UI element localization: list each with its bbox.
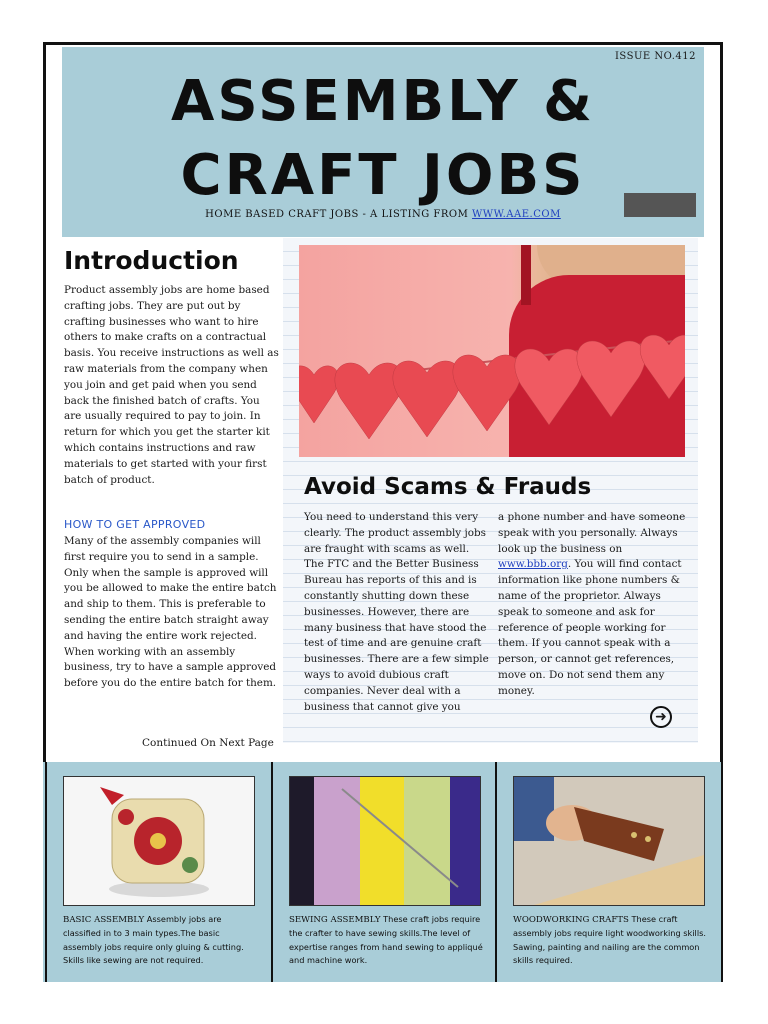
woodworking-caption: [513, 913, 709, 968]
aae-link[interactable]: WWW.AAE.COM: [472, 209, 561, 220]
ornament-illustration: [64, 777, 254, 905]
title-line-1: ASSEMBLY &: [171, 69, 595, 134]
basic-assembly-text: Assembly jobs are classified in to 3 main types.The basic assembly jobs require only gluing & cutting. Skills like sewing are not required.: [63, 914, 244, 966]
bbb-link[interactable]: www.bbb.org: [498, 558, 568, 571]
continued-note: Continued On Next Page: [142, 737, 274, 749]
panel-basic-assembly: [45, 762, 273, 982]
tape-decoration: [624, 193, 696, 217]
how-text: Many of the assembly companies will first require you to send in a sample. Only when the sample is approved will you be allowed to make the entire batch and ship to them. This is preferable to sending the entire batch straight away and having the entire work rejected. When working with an assembly business, try to have a sample approved before you do the entire batch for them.: [64, 535, 277, 690]
sewing-assembly-image: [289, 776, 481, 906]
masthead-subtitle: [62, 209, 704, 220]
basic-assembly-image: [63, 776, 255, 906]
sewing-assembly-title: SEWING ASSEMBLY: [289, 915, 381, 925]
scams-col2-text-a: a phone number and have someone speak with you personally. Always look up the business on: [498, 511, 686, 555]
scams-column-2: [498, 510, 688, 700]
page-title: [62, 65, 704, 213]
issue-number: ISSUE NO.412: [614, 51, 696, 62]
woodworking-text: These craft assembly jobs require light woodworking skills. Sawing, painting and nailing are the common skills required.: [513, 914, 706, 966]
woodworking-illustration: [514, 777, 704, 905]
subtitle-text: HOME BASED CRAFT JOBS - A LISTING FROM: [205, 209, 473, 220]
how-heading: HOW TO GET APPROVED: [64, 518, 206, 531]
panel-woodworking-crafts: [495, 762, 723, 982]
basic-assembly-title: BASIC ASSEMBLY: [63, 915, 145, 925]
heart-garland: [299, 245, 685, 457]
sewing-assembly-caption: [289, 913, 485, 968]
masthead: [62, 47, 704, 237]
sewing-assembly-text: These craft jobs require the crafter to have sewing skills.The level of expertise ranges from hand sewing to appliqué and machine work.: [289, 914, 483, 966]
scams-col2-text-b: . You will find contact information like phone numbers & name of the proprietor. Always speak to someone and ask for reference of people working for them. If you cannot speak with a person, or cannot get references, move on. Do not send them any money.: [498, 558, 682, 697]
scams-column-1: You need to understand this very clearly. The product assembly jobs are fraught with scams as well. The FTC and the Better Business Bureau has reports of this and is constantly shutting down these businesses. However, there are many business that have stood the test of time and are genuine craft businesses. There are a few simple ways to avoid dubious craft companies. Never deal with a business that cannot give you: [304, 511, 489, 713]
scams-heading: Avoid Scams & Frauds: [304, 474, 592, 500]
woodworking-title: WOODWORKING CRAFTS: [513, 915, 629, 925]
intro-text: Product assembly jobs are home based crafting jobs. They are put out by crafting businesses who want to hire others to make crafts on a contractual basis. You receive instructions as well as raw materials from the company when you join and get paid when you send back the finished batch of crafts. You are usually required to pay to join. In return for which you get the starter kit which contains instructions and raw materials to get started with your first batch of product.: [64, 284, 279, 486]
title-line-2: CRAFT JOBS: [180, 143, 586, 208]
arrow-right-circle-icon[interactable]: ➜: [650, 706, 672, 728]
woodworking-image: [513, 776, 705, 906]
thread-spools-illustration: [290, 777, 480, 905]
basic-assembly-caption: [63, 913, 259, 968]
intro-heading: Introduction: [64, 246, 239, 275]
hearts-photo: [299, 245, 685, 457]
panel-sewing-assembly: [271, 762, 497, 982]
